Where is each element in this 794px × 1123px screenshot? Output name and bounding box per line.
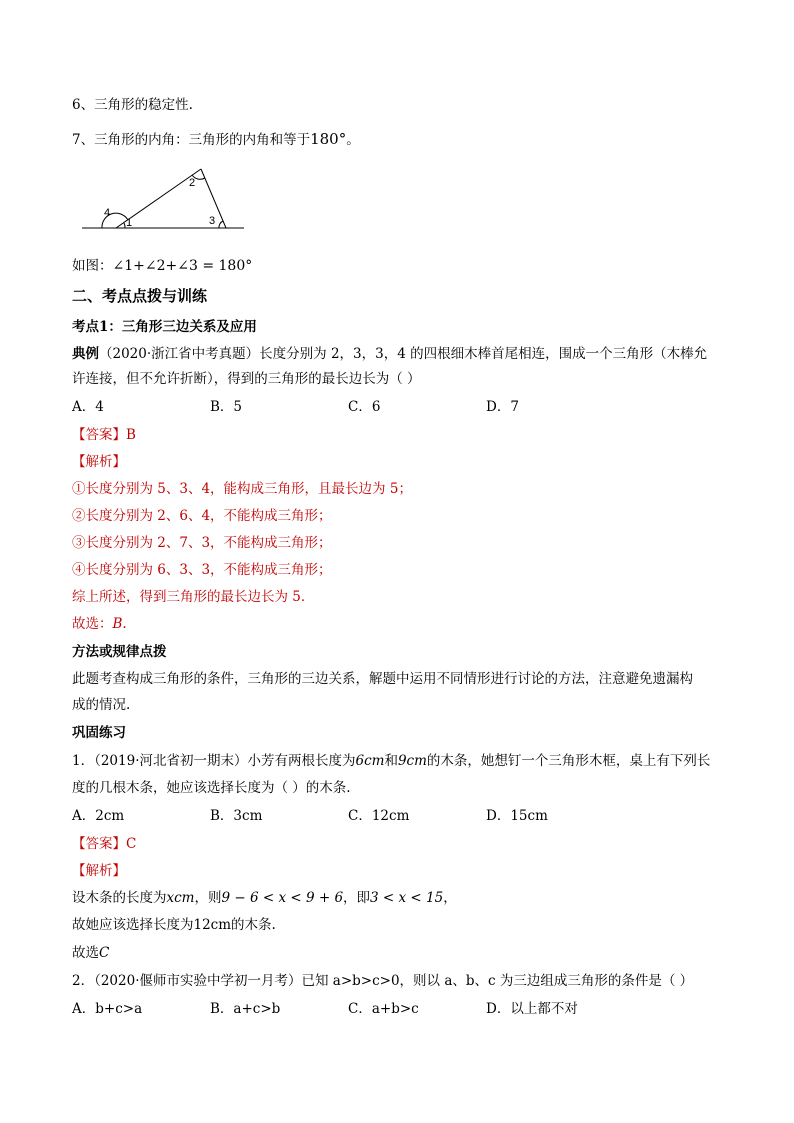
angle-label-3: 3: [209, 215, 216, 227]
choose-2-value: C: [99, 945, 110, 961]
choose-1: [72, 615, 127, 633]
example-line-2: 许连接，但不允许折断），得到的三角形的最长边长为（ ）: [72, 371, 421, 387]
analysis-2-inequality-1: 9 − 6 < x < 9 + 6: [221, 890, 344, 906]
angle-1-arc: [124, 223, 125, 228]
point-7-end: 。: [346, 132, 360, 148]
example-option-a: A．4: [72, 399, 104, 415]
question-1-option-b: B．3cm: [210, 808, 263, 824]
point-6-stability: 6、三角形的稳定性.: [72, 97, 193, 113]
question-1-length-9cm: 9cm: [397, 753, 427, 769]
answer-1: [72, 426, 136, 444]
question-1-length-6cm: 6cm: [355, 753, 385, 769]
question-1-option-c: C．12cm: [348, 808, 410, 824]
question-2-line: 2．（2020·偃师市实验中学初一月考）已知 a>b>c>0，则以 a、b、c 为三边组成三角形的条件是（ ）: [72, 973, 694, 989]
analysis-1-conclusion: 综上所述，得到三角形的最长边长为 5．: [72, 589, 315, 605]
example-text-1: （2020·浙江省中考真题）长度分别为 2，3，3，4 的四根细木棒首尾相连，围成一个三角形（木棒允: [99, 346, 708, 362]
question-1-and: 和: [384, 753, 398, 769]
example-label: 典例: [72, 346, 99, 362]
answer-1-label: 【答案】: [72, 427, 126, 443]
angle-3-arc: [219, 221, 223, 228]
section-2-heading: 二、考点点拨与训练: [72, 287, 208, 305]
method-line-1: 此题考查构成三角形的条件，三角形的三边关系，解题中运用不同情形进行讨论的方法，注意避免遗漏构: [72, 671, 693, 687]
answer-2: [72, 835, 136, 853]
point-7-degrees: 180°: [310, 130, 347, 148]
key-point-1-heading: 考点1：三角形三边关系及应用: [72, 319, 257, 335]
analysis-2-label: 【解析】: [72, 863, 126, 879]
question-2-option-d: D．以上都不对: [486, 1001, 578, 1017]
choose-1-prefix: 故选：: [72, 616, 113, 632]
method-line-2: 成的情况.: [72, 697, 131, 713]
example-option-d: D．7: [486, 399, 519, 415]
question-1-option-d: D．15cm: [486, 808, 548, 824]
analysis-2-variable: xcm: [166, 890, 195, 906]
choose-2-prefix: 故选: [72, 945, 99, 961]
analysis-1-case-3: ③长度分别为 2、7、3，不能构成三角形；: [72, 535, 332, 551]
question-1-line-2: 度的几根木条，她应该选择长度为（ ）的木条.: [72, 780, 351, 796]
choose-2: [72, 944, 109, 962]
analysis-1-case-2: ②长度分别为 2、6、4，不能构成三角形；: [72, 508, 332, 524]
question-1-option-a: A．2cm: [72, 808, 125, 824]
analysis-2-text-d: ，: [443, 890, 457, 906]
analysis-2-text-b: ，则: [194, 890, 222, 906]
triangle-figure: [78, 164, 248, 234]
point-7-interior-angles: [72, 130, 360, 149]
practice-heading: 巩固练习: [72, 725, 126, 741]
example-option-b: B．5: [210, 399, 243, 415]
question-2-option-c: C．a+b>c: [348, 1001, 419, 1017]
angle-label-1: 1: [126, 217, 133, 229]
method-heading: 方法或规律点拨: [72, 644, 167, 660]
analysis-1-case-4: ④长度分别为 6、3、3，不能构成三角形；: [72, 562, 332, 578]
analysis-2-line-1: [72, 889, 457, 907]
choose-1-value: B.: [112, 616, 127, 632]
question-2-option-b: B．a+c>b: [210, 1001, 281, 1017]
example-option-c: C．6: [348, 399, 381, 415]
analysis-2-text-a: 设木条的长度为: [72, 890, 167, 906]
analysis-2-text-c: ，即: [343, 890, 371, 906]
example-line-1: [72, 345, 707, 363]
analysis-1-label: 【解析】: [72, 454, 126, 470]
answer-2-value: C: [126, 836, 137, 852]
figure-equation: [72, 257, 252, 275]
figure-equation-prefix: 如图：: [72, 258, 113, 274]
answer-2-label: 【答案】: [72, 836, 126, 852]
point-7-text: 7、三角形的内角：三角形的内角和等于: [72, 132, 311, 148]
question-1-text-a: 1．（2019·河北省初一期末）小芳有两根长度为: [72, 753, 356, 769]
question-2-option-a: A．b+c>a: [72, 1001, 143, 1017]
answer-1-value: B: [126, 427, 136, 443]
angle-sum-formula: ∠1+∠2+∠3 = 180°: [112, 258, 253, 274]
question-1-text-b: 的木条，她想钉一个三角形木框，桌上有下列长: [426, 753, 711, 769]
analysis-2-inequality-2: 3 < x < 15: [370, 890, 444, 906]
question-1-line-1: [72, 752, 710, 770]
analysis-1-case-1: ①长度分别为 5、3、4，能构成三角形，且最长边为 5；: [72, 481, 412, 497]
angle-label-2: 2: [189, 177, 196, 189]
analysis-2-line-2: 故她应该选择长度为12cm的木条.: [72, 917, 276, 933]
angle-label-4: 4: [104, 207, 111, 219]
